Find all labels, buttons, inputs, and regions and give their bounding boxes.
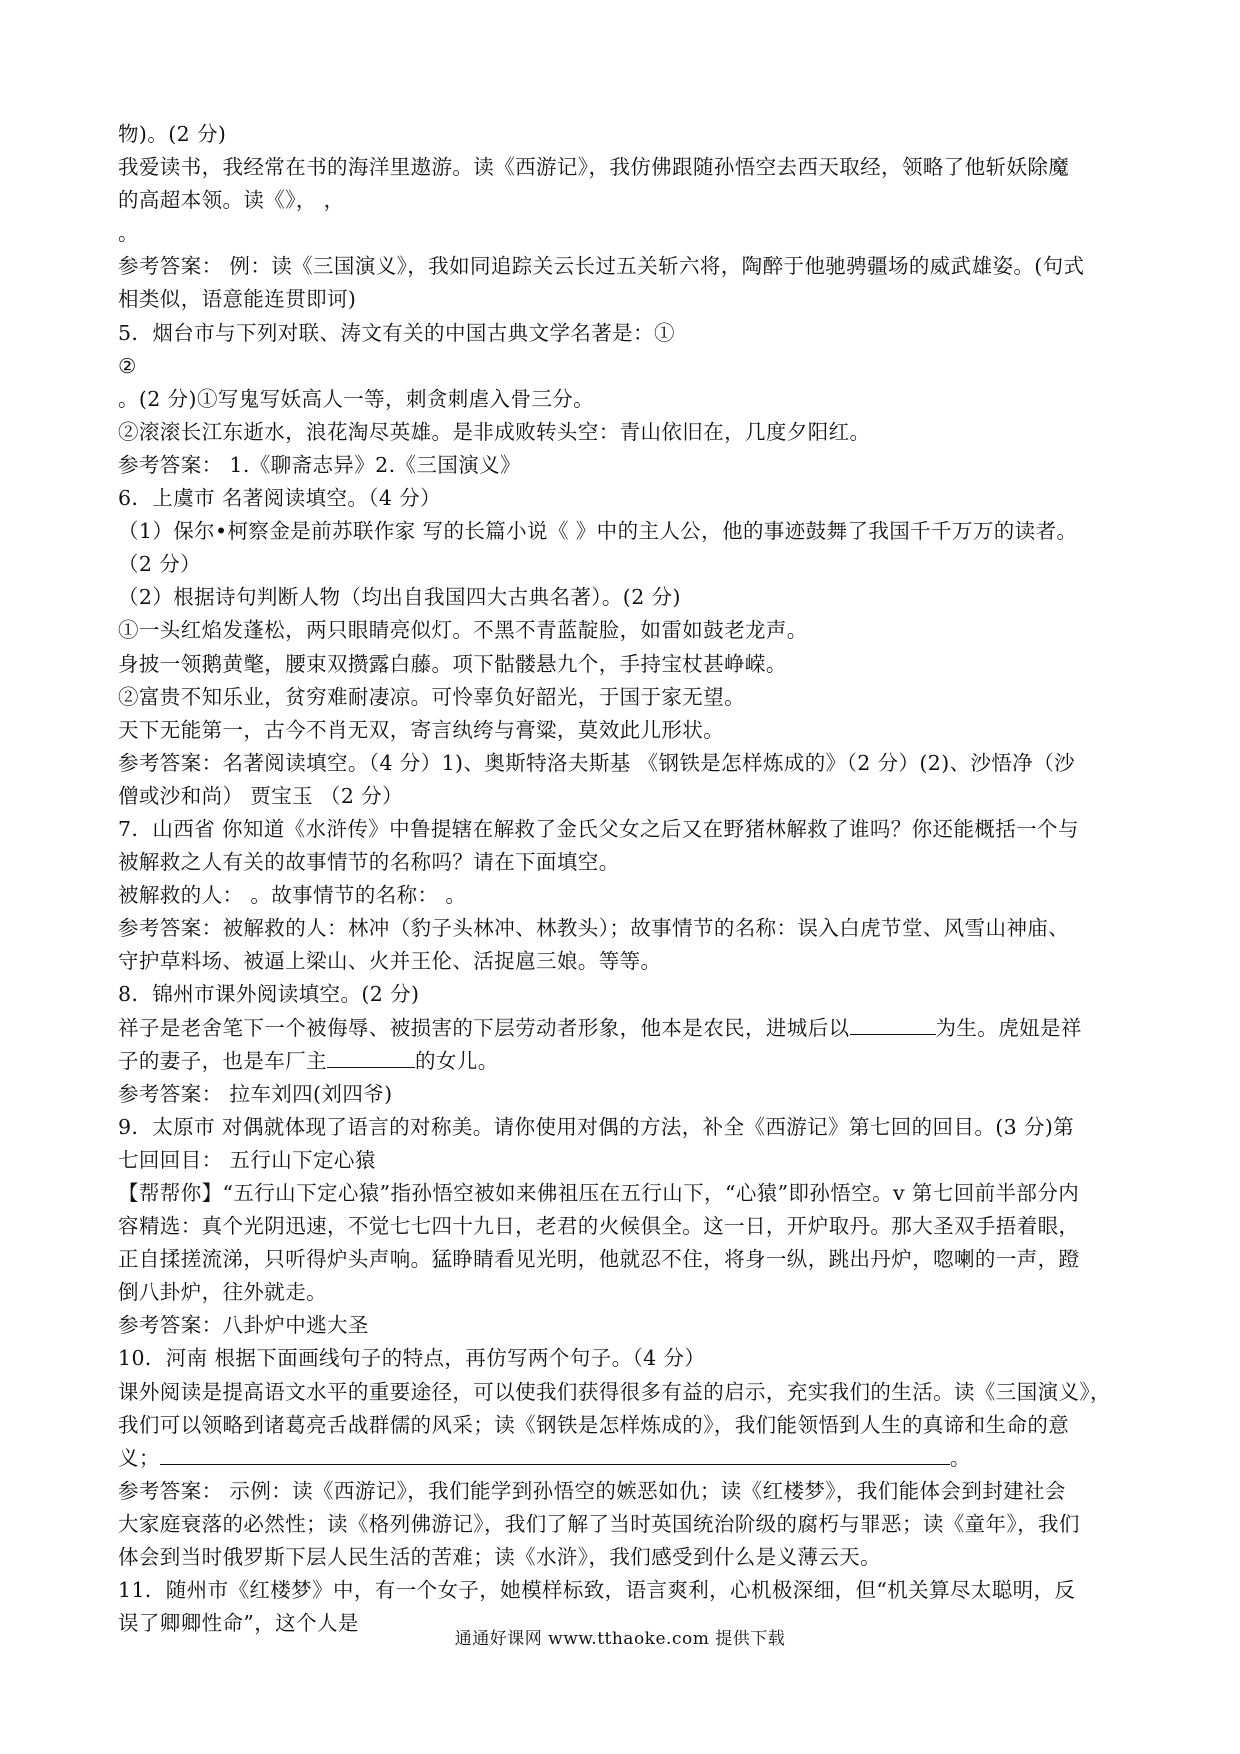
text-line: 的高超本领。读《》， ， bbox=[118, 188, 345, 213]
text-line: （2）根据诗句判断人物（均出自我国四大古典名著）。(2 分) bbox=[118, 585, 681, 610]
answer-line: 参考答案： 例：读《三国演义》，我如同追踪关云长过五关斩六将，陶醉于他驰骋疆场的威武雄姿。(句式 bbox=[118, 254, 1085, 279]
text-line: （1）保尔•柯察金是前苏联作家 写的长篇小说《 》中的主人公，他的事迹鼓舞了我国千千万万的读者。 bbox=[118, 519, 1078, 544]
text-line: ② bbox=[118, 353, 137, 378]
text-line bbox=[118, 1012, 1128, 1045]
text-line: 被解救的人： 。故事情节的名称： 。 bbox=[118, 883, 467, 908]
text-line: 天下无能第一，古今不肖无双，寄言纨绔与膏粱，莫效此儿形状。 bbox=[118, 717, 725, 742]
text-segment: 祥子是老舍笔下一个被侮辱、被损害的下层劳动者形象，他本是农民，进城后以 bbox=[118, 1015, 850, 1040]
answer-line: 参考答案： 1.《聊斋志异》2.《三国演义》 bbox=[118, 452, 521, 477]
question-7: 7．山西省 你知道《水浒传》中鲁提辖在解救了金氏父女之后又在野猪林解救了谁吗？你还能概括一个与 bbox=[118, 816, 1079, 841]
text-line: ①一头红焰发蓬松，两只眼睛亮似灯。不黑不青蓝靛脸，如雷如鼓老龙声。 bbox=[118, 618, 808, 643]
text-line: 正自揉搓流涕，只听得炉头声响。猛睁睛看见光明，他就忍不住，将身一纵，跳出丹炉，唿喇的一声，蹬 bbox=[118, 1247, 1080, 1272]
fill-in-blank bbox=[327, 1047, 415, 1068]
question-6: 6．上虞市 名著阅读填空。（4 分） bbox=[118, 486, 442, 511]
document-body bbox=[118, 118, 1128, 1640]
answer-line: 相类似，语意能连贯即诃) bbox=[118, 287, 357, 312]
question-8: 8．锦州市课外阅读填空。(2 分) bbox=[118, 982, 420, 1007]
text-line: 我们可以领略到诸葛亮舌战群儒的风采；读《钢铁是怎样炼成的》，我们能领悟到人生的真谛和生命的意 bbox=[118, 1412, 1070, 1437]
text-segment: 子的妻子，也是车厂主 bbox=[118, 1048, 327, 1073]
answer-line: 参考答案： 示例：读《西游记》，我们能学到孙悟空的嫉恶如仇；读《红楼梦》，我们能体会到封建社会 bbox=[118, 1478, 1066, 1503]
answer-line: 僧或沙和尚） 贾宝玉 （2 分） bbox=[118, 783, 403, 808]
text-line: 被解救之人有关的故事情节的名称吗？请在下面填空。 bbox=[118, 850, 620, 875]
text-line: 。(2 分)①写鬼写妖高人一等，刺贪刺虐入骨三分。 bbox=[118, 386, 595, 411]
question-10: 10．河南 根据下面画线句子的特点，再仿写两个句子。（4 分） bbox=[118, 1346, 706, 1371]
answer-line: 体会到当时俄罗斯下层人民生活的苦难；读《水浒》，我们感受到什么是义薄云天。 bbox=[118, 1545, 882, 1570]
text-segment: 义； bbox=[118, 1445, 160, 1470]
text-line: 容精选：真个光阴迅速，不觉七七四十九日，老君的火候俱全。这一日，开炉取丹。那大圣双手捂着眼， bbox=[118, 1214, 1080, 1239]
text-line bbox=[118, 1045, 1128, 1078]
page-footer: 通通好课网 www.tthaoke.com 提供下载 bbox=[454, 1629, 786, 1649]
text-line bbox=[118, 1442, 1128, 1475]
text-line: 。 bbox=[118, 221, 139, 246]
text-line: 身披一领鹅黄氅，腰束双攒露白藤。项下骷髅悬九个，手持宝杖甚峥嵘。 bbox=[118, 651, 787, 676]
hint-line: 【帮帮你】“五行山下定心猿”指孙悟空被如来佛祖压在五行山下，“心猿”即孙悟空。v 第七回前半部分内 bbox=[118, 1181, 1080, 1205]
text-segment: 为生。虎妞是祥 bbox=[935, 1015, 1082, 1040]
answer-line: 参考答案：八卦炉中逃大圣 bbox=[118, 1313, 369, 1338]
text-line: 误了卿卿性命”，这个人是 bbox=[118, 1611, 359, 1636]
text-line: 课外阅读是提高语文水平的重要途径，可以使我们获得很多有益的启示，充实我们的生活。读《三国演义》， bbox=[118, 1379, 1111, 1404]
text-segment: 的女儿。 bbox=[415, 1048, 499, 1073]
fill-in-blank bbox=[850, 1014, 936, 1035]
text-line: ②滚滚长江东逝水，浪花淘尽英雄。是非成败转头空：青山依旧在，几度夕阳红。 bbox=[118, 419, 871, 444]
question-11: 11．随州市《红楼梦》中，有一个女子，她模样标致，语言爽利，心机极深细，但“机关算尽太聪明，反 bbox=[118, 1578, 1076, 1603]
answer-line: 大家庭衰落的必然性；读《格列佛游记》，我们了解了当时英国统治阶级的腐朽与罪恶；读《童年》，我们 bbox=[118, 1511, 1080, 1536]
question-5: 5．烟台市与下列对联、涛文有关的中国古典文学名著是：① bbox=[118, 320, 675, 345]
answer-line: 参考答案： 拉车刘四(刘四爷) bbox=[118, 1081, 393, 1106]
fill-in-blank bbox=[160, 1444, 950, 1465]
text-segment: 。 bbox=[949, 1445, 971, 1470]
text-line: 倒八卦炉，往外就走。 bbox=[118, 1280, 327, 1305]
answer-line: 参考答案：被解救的人：林冲（豹子头林冲、林教头）；故事情节的名称：误入白虎节堂、风雪山神庙、 bbox=[118, 916, 1070, 941]
answer-line: 参考答案：名著阅读填空。（4 分）1)、奥斯特洛夫斯基 《钢铁是怎样炼成的》（2 分）(2)、沙悟净（沙 bbox=[118, 750, 1076, 775]
text-line: （2 分） bbox=[118, 552, 202, 577]
answer-line: 守护草料场、被逼上梁山、火并王伦、活捉扈三娘。等等。 bbox=[118, 949, 662, 974]
text-line: ②富贵不知乐业，贫穷难耐凄凉。可怜辜负好韶光，于国于家无望。 bbox=[118, 684, 745, 709]
question-9: 9．太原市 对偶就体现了语言的对称美。请你使用对偶的方法，补全《西游记》第七回的回目。(3 分)第 bbox=[118, 1114, 1075, 1139]
text-line: 七回回目： 五行山下定心猿 bbox=[118, 1147, 376, 1172]
text-line: 我爱读书，我经常在书的海洋里遨游。读《西游记》，我仿佛跟随孙悟空去西天取经，领略了他斩妖除魔 bbox=[118, 155, 1070, 180]
text-line: 物)。(2 分) bbox=[118, 122, 227, 146]
